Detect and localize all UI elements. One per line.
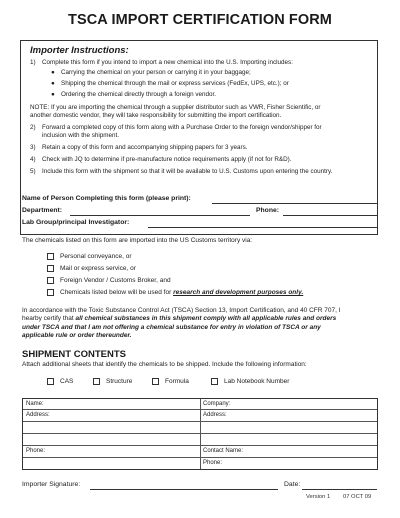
contact-table — [22, 398, 378, 470]
note-line-2: another domestic vendor, they will take responsibility for submitting the import certification. — [30, 112, 282, 119]
instruction-text: Complete this form if you intend to import a new chemical into the U.S. Importing includes: — [42, 59, 293, 66]
instruction-number: 5) — [30, 168, 36, 175]
mail-express-label: Mail or express service, or — [60, 265, 136, 272]
shipment-section-title: SHIPMENT CONTENTS — [22, 349, 126, 360]
instructions-heading: Importer Instructions: — [30, 45, 129, 56]
research-use-checkbox[interactable] — [47, 289, 54, 296]
shipment-attach-text: Attach additional sheets that identify the chemicals to be shipped. Include the following information: — [22, 361, 307, 368]
phone-label: Phone: — [256, 207, 280, 214]
form-title: TSCA IMPORT CERTIFICATION FORM — [68, 12, 332, 28]
table-row-line — [23, 445, 377, 446]
table-row-line — [23, 409, 377, 410]
research-use-text: Chemicals listed below will be used for — [60, 289, 172, 296]
instruction-text: Retain a copy of this form and accompanying shipping papers for 3 years. — [42, 144, 248, 151]
contact-name-cell[interactable]: Contact Name: — [203, 448, 244, 454]
structure-checkbox[interactable] — [93, 378, 100, 385]
instruction-text: Forward a completed copy of this form along with a Purchase Order to the foreign vendor/shipper for — [42, 124, 322, 131]
table-row-line — [23, 457, 377, 458]
foreign-vendor-checkbox[interactable] — [47, 277, 54, 284]
research-use-label — [60, 289, 303, 296]
address-right-cell[interactable]: Address: — [203, 412, 227, 418]
note-line-1: NOTE: If you are importing the chemical through a supplier distributor such as VWR, Fisher Scientific, or — [30, 104, 321, 111]
department-input-line[interactable] — [70, 215, 250, 216]
address-left-cell[interactable]: Address: — [26, 412, 50, 418]
name-input-line[interactable] — [212, 203, 377, 204]
instructions-box — [20, 40, 378, 235]
lab-group-label: Lab Group/principal Investigator: — [22, 219, 130, 226]
phone-left-cell[interactable]: Phone: — [26, 448, 46, 454]
instruction-number: 3) — [30, 144, 36, 151]
instruction-text: Include this form with the shipment so that it will be available to U.S. Customs upon entering the country. — [42, 168, 333, 175]
lab-notebook-checkbox[interactable] — [211, 378, 218, 385]
name-cell[interactable]: Name: — [26, 401, 44, 407]
bullet-dot-icon: ● — [51, 69, 55, 76]
name-label: Name of Person Completing this form (please print): — [22, 195, 191, 202]
cert-line-1: In accordance with the Toxic Substance Control Act (TSCA) Section 13, Import Certification, and 40 CFR 707, I — [22, 307, 341, 314]
foreign-vendor-label: Foreign Vendor / Customs Broker, and — [60, 277, 171, 284]
cert-line-2-plain: hearby certify that — [22, 315, 76, 323]
bullet-dot-icon: ● — [51, 80, 55, 87]
bullet-text: Shipping the chemical through the mail or express services (FedEx, UPS, etc.); or — [61, 80, 289, 87]
company-cell[interactable]: Company: — [203, 401, 231, 407]
cert-line-2-emph: all chemical substances in this shipment comply with all applicable rules and orders — [75, 315, 337, 323]
phone-right-cell[interactable]: Phone: — [203, 460, 223, 466]
certification-paragraph — [22, 307, 378, 341]
date-label: Date: — [284, 481, 301, 488]
cert-line-3: under TSCA and that I am not offering a chemical substance for entry in violation of TSCA or any — [22, 323, 321, 331]
personal-conveyance-label: Personal conveyance, or — [60, 253, 132, 260]
cas-checkbox[interactable] — [47, 378, 54, 385]
instruction-text: inclusion with the shipment. — [42, 132, 120, 139]
department-label: Department: — [22, 207, 63, 214]
date-input-line[interactable] — [302, 489, 377, 490]
cert-line-2 — [22, 315, 378, 323]
instruction-number: 2) — [30, 124, 36, 131]
table-row-line — [23, 421, 377, 422]
formula-checkbox[interactable] — [152, 378, 159, 385]
version-label: Version 1 — [306, 494, 331, 500]
phone-input-line[interactable] — [283, 215, 377, 216]
lab-group-input-line[interactable] — [148, 227, 377, 228]
structure-label: Structure — [106, 378, 133, 385]
table-row-line — [23, 433, 377, 434]
instruction-number: 1) — [30, 59, 36, 66]
customs-intro: The chemicals listed on this form are imported into the US Customs territory via: — [22, 237, 253, 244]
research-emphasis: research and development purposes only. — [173, 289, 304, 296]
bullet-dot-icon: ● — [51, 91, 55, 98]
version-date: 07 OCT 09 — [343, 494, 372, 500]
cert-line-4: applicable rule or order thereunder. — [22, 332, 132, 340]
instruction-number: 4) — [30, 156, 36, 163]
bullet-text: Ordering the chemical directly through a foreign vendor. — [61, 91, 217, 98]
signature-label: Importer Signature: — [22, 481, 81, 488]
signature-input-line[interactable] — [90, 489, 278, 490]
cas-label: CAS — [60, 378, 74, 385]
personal-conveyance-checkbox[interactable] — [47, 253, 54, 260]
instruction-text: Check with JQ to determine if pre-manufacture notice requirements apply (if not for R&D). — [42, 156, 292, 163]
bullet-text: Carrying the chemical on your person or carrying it in your baggage; — [61, 69, 251, 76]
lab-notebook-label: Lab Notebook Number — [224, 378, 290, 385]
mail-express-checkbox[interactable] — [47, 265, 54, 272]
formula-label: Formula — [165, 378, 189, 385]
